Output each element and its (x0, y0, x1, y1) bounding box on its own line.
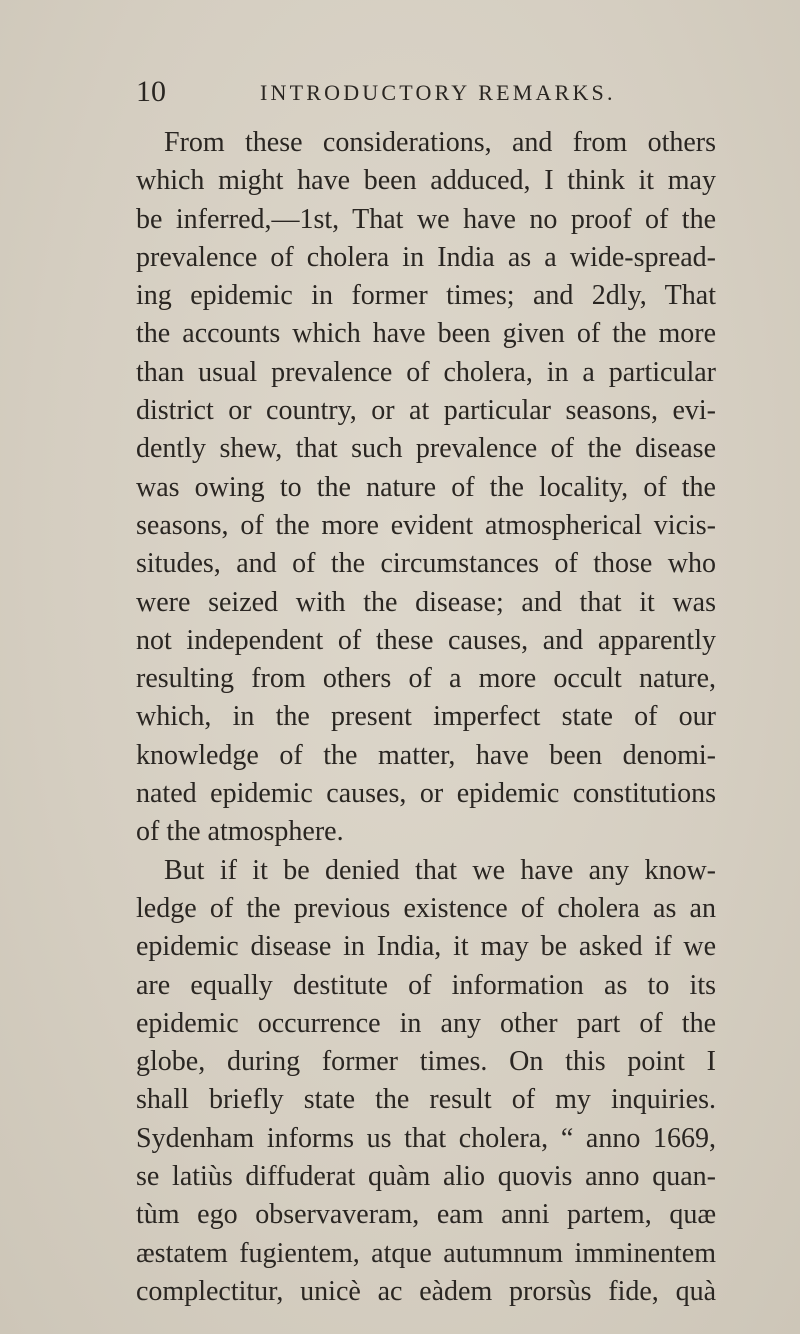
text-line: æstatem fugientem, atque autumnum imminentem (136, 1237, 716, 1269)
text-line: knowledge of the matter, have been denomi- (136, 739, 716, 771)
text-line: se latiùs diffuderat quàm alio quovis anno quan- (136, 1161, 716, 1193)
text-line: seasons, of the more evident atmospherical vicis- (136, 509, 716, 541)
text-line: From these considerations, and from others (164, 127, 716, 158)
running-title: INTRODUCTORY REMARKS. (260, 80, 616, 105)
text-line: shall briefly state the result of my inquiries. (136, 1084, 716, 1116)
text-line: than usual prevalence of cholera, in a particular (136, 356, 716, 388)
text-line: which, in the present imperfect state of our (136, 701, 716, 733)
text-line: ledge of the previous existence of cholera as an (136, 892, 716, 924)
text-line: be inferred,—1st, That we have no proof of the (136, 203, 716, 235)
text-line: complectitur, unicè ac eàdem prorsùs fide, quà (136, 1275, 716, 1307)
text-line: epidemic occurrence in any other part of the (136, 1007, 716, 1039)
text-line: the accounts which have been given of the more (136, 318, 716, 350)
running-head (136, 74, 738, 114)
text-line: are equally destitute of information as to its (136, 969, 716, 1001)
text-line: prevalence of cholera in India as a wide-spread- (136, 241, 716, 273)
text-line: dently shew, that such prevalence of the disease (136, 433, 716, 465)
text-line: resulting from others of a more occult nature, (136, 663, 716, 695)
text-line: situdes, and of the circumstances of those who (136, 548, 716, 580)
text-line: not independent of these causes, and apparently (136, 624, 716, 656)
text-line: of the atmosphere. (136, 816, 344, 848)
text-line: But if it be denied that we have any know- (164, 854, 716, 886)
text-line: epidemic disease in India, it may be asked if we (136, 931, 716, 963)
text-line: ing epidemic in former times; and 2dly, That (136, 280, 716, 312)
text-line: was owing to the nature of the locality, of the (136, 471, 716, 503)
body-text (136, 124, 716, 1311)
page-number: 10 (136, 75, 166, 108)
text-line: nated epidemic causes, or epidemic constitutions (136, 778, 716, 810)
text-line: globe, during former times. On this point I (136, 1046, 716, 1078)
text-line: Sydenham informs us that cholera, “ anno 1669, (136, 1122, 716, 1154)
text-line: tùm ego observaveram, eam anni partem, quæ (136, 1199, 716, 1231)
text-line: were seized with the disease; and that it was (136, 586, 716, 618)
text-line: district or country, or at particular seasons, evi- (136, 395, 716, 427)
text-line: which might have been adduced, I think it may (136, 165, 716, 197)
